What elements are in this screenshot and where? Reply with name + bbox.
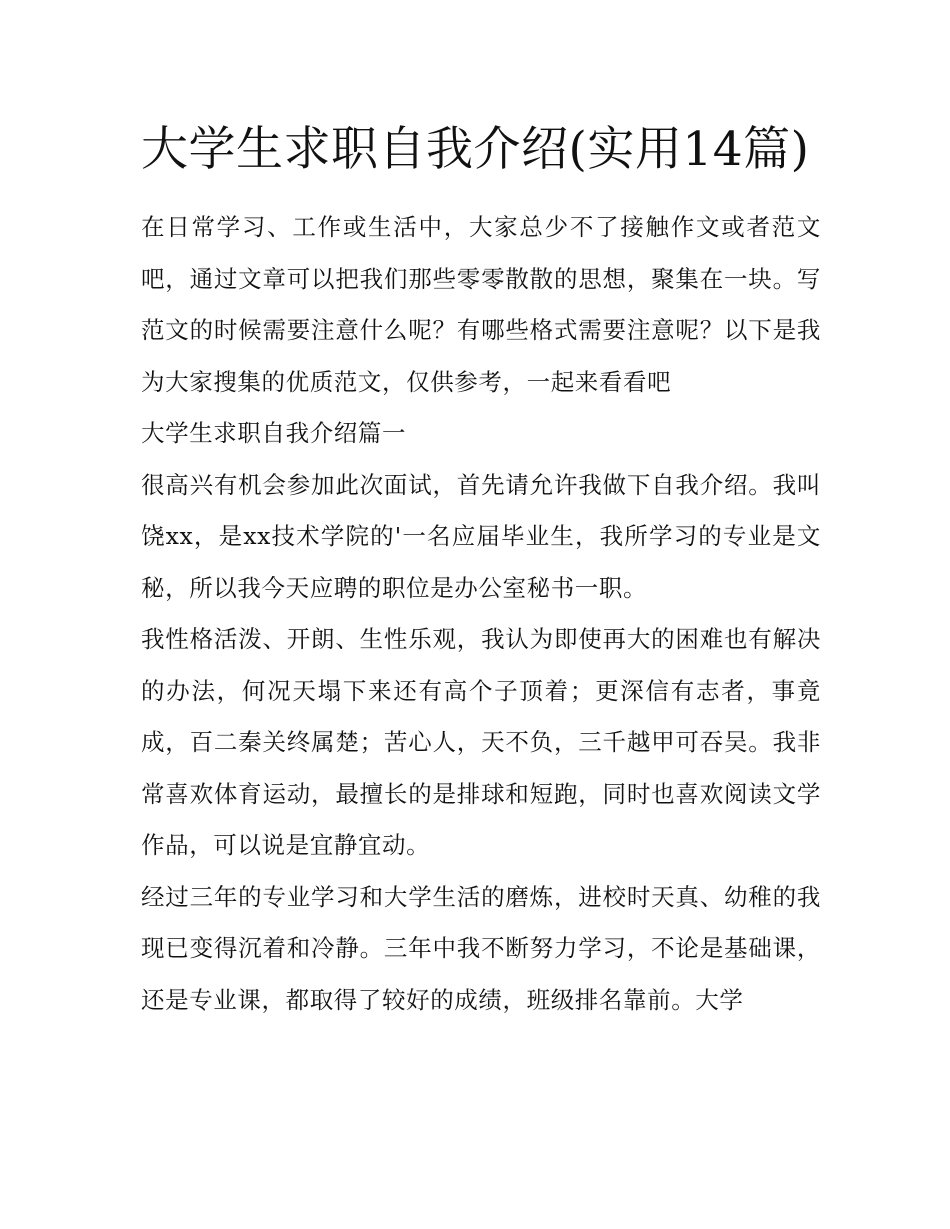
document-title: 大学生求职自我介绍(实用14篇) [141, 122, 810, 177]
section-heading: 大学生求职自我介绍篇一 [141, 419, 407, 447]
body-paragraph: 很高兴有机会参加此次面试，首先请允许我做下自我介绍。我叫饶xx，是xx技术学院的'一名应届毕业生，我所学习的专业是文秘，所以我今天应聘的职位是办公室秘书一职。 [141, 470, 821, 602]
document-content [141, 112, 821, 1026]
intro-paragraph: 在日常学习、工作或生活中，大家总少不了接触作文或者范文吧，通过文章可以把我们那些零零散散的思想，聚集在一块。写范文的时候需要注意什么呢？有哪些格式需要注意呢？以下是我为大家搜集的优质范文，仅供参考，一起来看看吧 [141, 213, 821, 396]
document-body [141, 202, 821, 1026]
body-paragraph: 我性格活泼、开朗、生性乐观，我认为即使再大的困难也有解决的办法，何况天塌下来还有高个子顶着；更深信有志者，事竟成，百二秦关终属楚；苦心人，天不负，三千越甲可吞吴。我非常喜欢体育运动，最擅长的是排球和短跑，同时也喜欢阅读文学作品，可以说是宜静宜动。 [141, 625, 821, 859]
body-paragraph: 经过三年的专业学习和大学生活的磨炼，进校时天真、幼稚的我现已变得沉着和冷静。三年中我不断努力学习，不论是基础课，还是专业课，都取得了较好的成绩，班级排名靠前。大学 [141, 882, 821, 1014]
